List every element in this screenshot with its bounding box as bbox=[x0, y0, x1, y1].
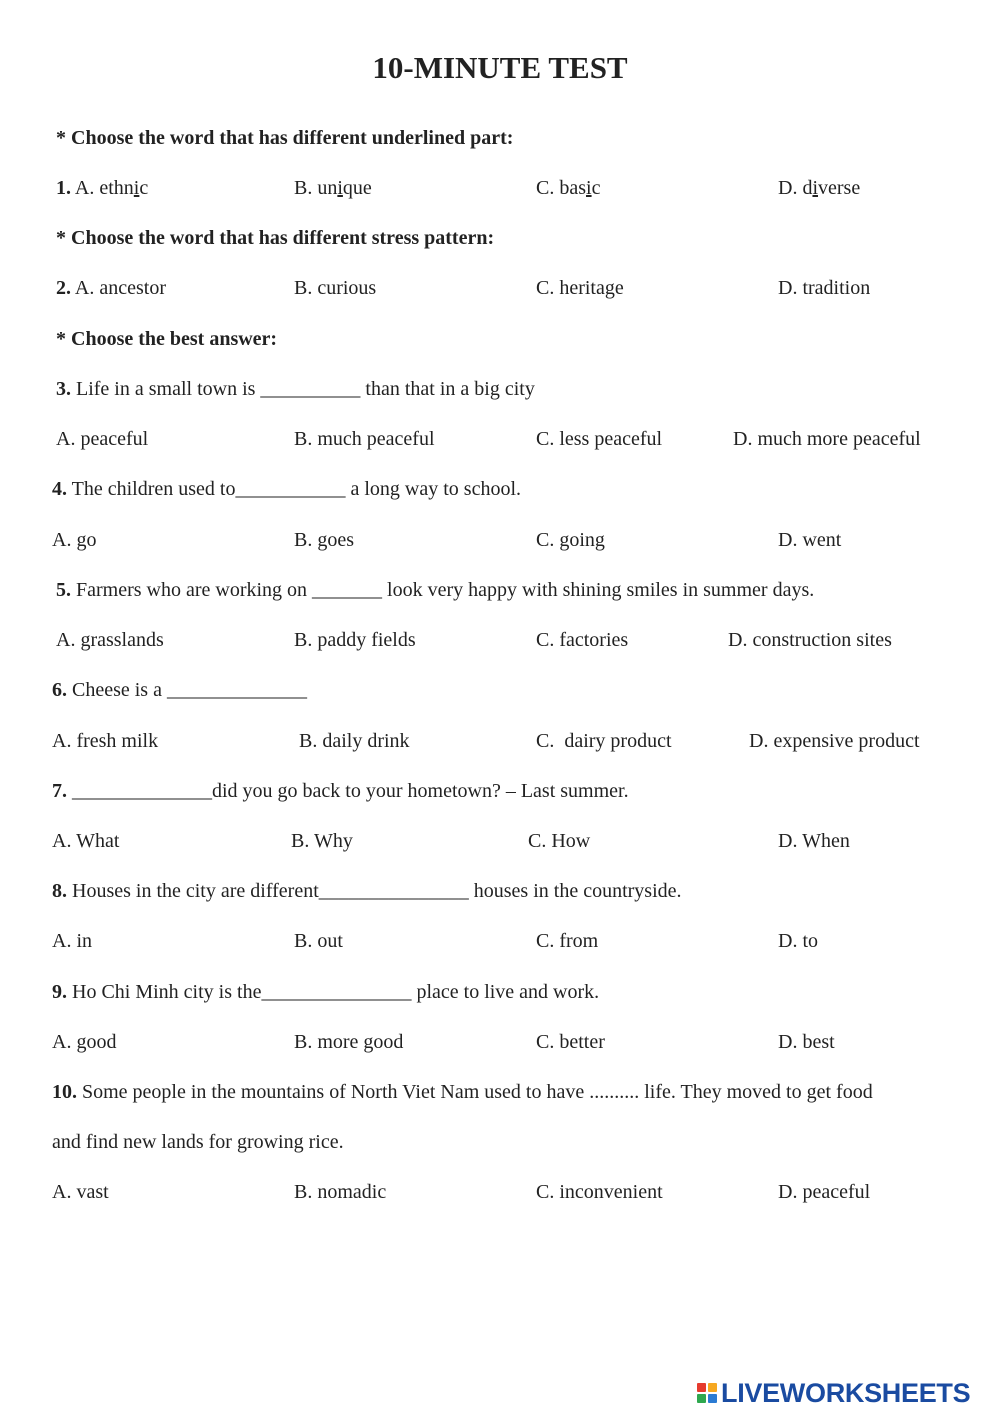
logo-tile bbox=[697, 1383, 706, 1392]
option-a[interactable]: A. grasslands bbox=[56, 629, 164, 651]
option-c[interactable]: C. better bbox=[536, 1031, 605, 1053]
option-a[interactable]: A. in bbox=[52, 930, 92, 952]
liveworksheets-logo-icon bbox=[697, 1383, 717, 1403]
logo-tile bbox=[708, 1383, 717, 1392]
option-a[interactable]: A. ethnic bbox=[74, 177, 149, 199]
option-a[interactable]: A. What bbox=[52, 830, 120, 852]
section-heading-best-answer: * Choose the best answer: bbox=[56, 328, 278, 350]
option-c[interactable]: C. factories bbox=[536, 629, 629, 651]
option-d[interactable]: D. construction sites bbox=[728, 629, 892, 651]
option-c[interactable]: C. How bbox=[528, 830, 591, 852]
question-number: 10. bbox=[52, 1081, 77, 1103]
option-a[interactable]: A. good bbox=[52, 1031, 117, 1053]
question-5 bbox=[56, 578, 814, 602]
option-d[interactable]: D. diverse bbox=[778, 177, 861, 199]
question-text: ______________did you go back to your hometown? – Last summer. bbox=[67, 780, 629, 802]
question-number: 5. bbox=[56, 579, 71, 601]
option-d[interactable]: D. expensive product bbox=[749, 730, 920, 752]
question-text: Cheese is a ______________ bbox=[67, 679, 307, 701]
question-text: Ho Chi Minh city is the_______________ place to live and work. bbox=[67, 981, 600, 1003]
liveworksheets-footer[interactable] bbox=[697, 1380, 970, 1406]
question-text: Some people in the mountains of North Viet Nam used to have .......... life. They moved to get food bbox=[77, 1081, 873, 1103]
question-2 bbox=[56, 276, 166, 300]
question-9 bbox=[52, 980, 599, 1004]
question-3 bbox=[56, 377, 535, 401]
option-c[interactable]: C. inconvenient bbox=[536, 1181, 663, 1203]
option-a[interactable]: A. vast bbox=[52, 1181, 109, 1203]
question-4 bbox=[52, 477, 521, 501]
section-heading-underlined-part: * Choose the word that has different underlined part: bbox=[56, 127, 514, 149]
question-number: 2. bbox=[56, 277, 71, 299]
question-8 bbox=[52, 879, 682, 903]
question-text: The children used to___________ a long way to school. bbox=[67, 478, 522, 500]
option-b[interactable]: B. more good bbox=[294, 1031, 404, 1053]
question-text-continued: and find new lands for growing rice. bbox=[52, 1131, 344, 1153]
option-b[interactable]: B. out bbox=[294, 930, 343, 952]
option-d[interactable]: D. went bbox=[778, 529, 842, 551]
option-c[interactable]: C. going bbox=[536, 529, 605, 551]
option-b[interactable]: B. much peaceful bbox=[294, 428, 435, 450]
option-d[interactable]: D. much more peaceful bbox=[733, 428, 921, 450]
option-d[interactable]: D. best bbox=[778, 1031, 835, 1053]
option-c[interactable]: C. less peaceful bbox=[536, 428, 663, 450]
option-b[interactable]: B. unique bbox=[294, 177, 372, 199]
page-title: 10-MINUTE TEST bbox=[372, 50, 628, 85]
option-a[interactable]: A. ancestor bbox=[74, 277, 166, 299]
question-number: 8. bbox=[52, 880, 67, 902]
question-number: 1. bbox=[56, 177, 71, 199]
question-number: 7. bbox=[52, 780, 67, 802]
question-number: 4. bbox=[52, 478, 67, 500]
question-text: Houses in the city are different_______________ houses in the countryside. bbox=[67, 880, 682, 902]
logo-tile bbox=[708, 1394, 717, 1403]
option-d[interactable]: D. peaceful bbox=[778, 1181, 871, 1203]
option-d[interactable]: D. to bbox=[778, 930, 818, 952]
option-a[interactable]: A. peaceful bbox=[56, 428, 149, 450]
question-6 bbox=[52, 678, 307, 702]
option-a[interactable]: A. go bbox=[52, 529, 97, 551]
brand-name: LIVEWORKSHEETS bbox=[721, 1378, 971, 1408]
option-c[interactable]: C. basic bbox=[536, 177, 601, 199]
option-b[interactable]: B. Why bbox=[291, 830, 353, 852]
question-1 bbox=[56, 176, 148, 200]
option-b[interactable]: B. daily drink bbox=[299, 730, 410, 752]
section-heading-stress-pattern: * Choose the word that has different stress pattern: bbox=[56, 227, 495, 249]
option-b[interactable]: B. nomadic bbox=[294, 1181, 387, 1203]
option-b[interactable]: B. paddy fields bbox=[294, 629, 416, 651]
question-number: 6. bbox=[52, 679, 67, 701]
question-number: 3. bbox=[56, 378, 71, 400]
question-number: 9. bbox=[52, 981, 67, 1003]
option-b[interactable]: B. goes bbox=[294, 529, 354, 551]
question-text: Life in a small town is __________ than that in a big city bbox=[71, 378, 535, 400]
question-7 bbox=[52, 779, 629, 803]
logo-tile bbox=[697, 1394, 706, 1403]
option-c[interactable]: C. dairy product bbox=[536, 730, 672, 752]
option-d[interactable]: D. tradition bbox=[778, 277, 871, 299]
question-text: Farmers who are working on _______ look very happy with shining smiles in summer days. bbox=[71, 579, 815, 601]
option-c[interactable]: C. heritage bbox=[536, 277, 624, 299]
option-c[interactable]: C. from bbox=[536, 930, 599, 952]
question-10 bbox=[52, 1080, 873, 1104]
option-a[interactable]: A. fresh milk bbox=[52, 730, 159, 752]
option-b[interactable]: B. curious bbox=[294, 277, 377, 299]
option-d[interactable]: D. When bbox=[778, 830, 850, 852]
